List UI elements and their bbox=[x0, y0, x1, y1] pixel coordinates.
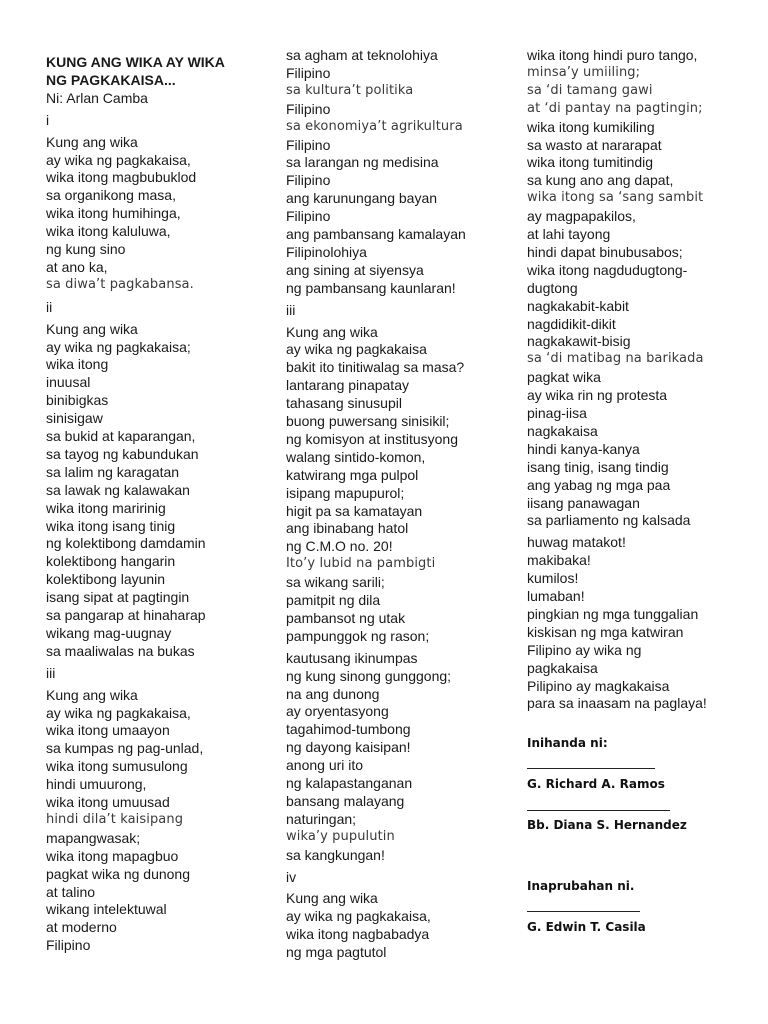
poem-line: sa kangkungan! bbox=[286, 846, 385, 863]
signer-name-2: Bb. Diana S. Hernandez bbox=[527, 818, 687, 832]
poem-line: kautusang ikinumpas bbox=[286, 649, 418, 666]
poem-line: ang karunungang bayan bbox=[286, 190, 438, 207]
poem-line: Filipino bbox=[286, 136, 331, 153]
poem-line: ay wika ng pagkakaisa, bbox=[286, 908, 431, 925]
poem-line: Ito’y lubid na pambigti bbox=[286, 556, 436, 572]
poem-line: bakit ito tinitiwalag sa masa? bbox=[286, 359, 465, 376]
poem-line: isang sipat at pagtingin bbox=[46, 589, 190, 606]
poem-line: nagkakabit-kabit bbox=[527, 297, 629, 314]
poem-line: sa tayog ng kabundukan bbox=[46, 445, 199, 462]
poem-line: ii bbox=[46, 298, 53, 315]
poem-line: wika itong nagbabadya bbox=[286, 926, 430, 943]
signature-line-1 bbox=[527, 768, 655, 769]
poem-line: walang sintido-komon, bbox=[286, 448, 426, 465]
poem-line: na ang dunong bbox=[286, 685, 380, 702]
poem-line: at ano ka, bbox=[46, 258, 108, 275]
poem-line: kumilos! bbox=[527, 570, 579, 587]
poem-line: wika’y pupulutin bbox=[286, 828, 395, 844]
poem-line: Kung ang wika bbox=[46, 686, 138, 703]
poem-line: sa parliamento ng kalsada bbox=[527, 512, 691, 529]
prepared-by-label: Inihanda ni: bbox=[527, 736, 608, 750]
poem-line: hindi umuurong, bbox=[46, 776, 147, 793]
poem-line: makibaka! bbox=[527, 552, 591, 569]
poem-line: ay wika ng pagkakaisa, bbox=[46, 151, 191, 168]
poem-line: sa ‘di matibag na barikada bbox=[527, 351, 704, 367]
poem-line: iisang panawagan bbox=[527, 494, 640, 511]
poem-line: ang pambansang kamalayan bbox=[286, 226, 466, 242]
poem-line: Kung ang wika bbox=[286, 890, 378, 907]
poem-line: wika itong sumusulong bbox=[46, 758, 188, 775]
poem-line: wika itong kumikiling bbox=[527, 118, 655, 135]
poem-line: NG PAGKAKAISA... bbox=[46, 71, 176, 88]
poem-line: sa lawak ng kalawakan bbox=[46, 481, 190, 498]
poem-line: Pilipino ay magkakaisa bbox=[527, 677, 670, 694]
poem-line: Filipino bbox=[286, 64, 331, 81]
poem-line: inuusal bbox=[46, 374, 91, 391]
poem-line: sa kung ano ang dapat, bbox=[527, 172, 674, 189]
poem-line: Filipino bbox=[286, 100, 331, 117]
poem-line: ng kung sino bbox=[46, 241, 126, 257]
poem-line: kiskisan ng mga katwiran bbox=[527, 623, 684, 640]
poem-line: ay wika ng pagkakaisa, bbox=[46, 704, 191, 721]
poem-line: Filipino bbox=[46, 937, 91, 954]
poem-line: at ‘di pantay na pagtingin; bbox=[527, 100, 703, 116]
poem-line: para sa inaasam na paglaya! bbox=[527, 695, 707, 712]
poem-line: ng C.M.O no. 20! bbox=[286, 538, 393, 555]
poem-line: binibigkas bbox=[46, 392, 109, 409]
poem-line: at lahi tayong bbox=[527, 226, 611, 242]
poem-line: huwag matakot! bbox=[527, 534, 626, 551]
poem-line: sa wikang sarili; bbox=[286, 574, 385, 591]
poem-line: at moderno bbox=[46, 919, 117, 936]
poem-line: Kung ang wika bbox=[286, 323, 378, 340]
poem-line: Filipinolohiya bbox=[286, 243, 367, 260]
poem-line: Ni: Arlan Camba bbox=[46, 89, 148, 106]
poem-line: KUNG ANG WIKA AY WIKA bbox=[46, 54, 225, 70]
poem-line: wika itong mapagbuo bbox=[46, 847, 179, 864]
poem-line: minsa’y umiiling; bbox=[527, 64, 641, 80]
poem-line: wika itong maririnig bbox=[46, 499, 166, 516]
poem-line: pambansot ng utak bbox=[286, 609, 406, 626]
poem-line: pagkat wika ng dunong bbox=[46, 865, 190, 882]
poem-line: Kung ang wika bbox=[46, 320, 138, 337]
poem-line: wika itong kaluluwa, bbox=[46, 223, 171, 240]
poem-line: katwirang mga pulpol bbox=[286, 466, 419, 483]
poem-line: tahasang sinusupil bbox=[286, 395, 402, 412]
poem-line: sa larangan ng medisina bbox=[286, 154, 439, 171]
poem-line: at talino bbox=[46, 883, 96, 900]
poem-line: wikang mag-uugnay bbox=[46, 624, 172, 641]
poem-line: wika itong bbox=[46, 356, 109, 373]
poem-line: wika itong tumitindig bbox=[527, 154, 654, 171]
poem-line: mapangwasak; bbox=[46, 829, 141, 846]
poem-line: anong uri ito bbox=[286, 757, 364, 774]
poem-line: sa lalim ng karagatan bbox=[46, 463, 180, 480]
poem-line: isang tinig, isang tindig bbox=[527, 458, 669, 475]
poem-line: ang sining at siyensya bbox=[286, 261, 424, 278]
signer-name-1: G. Richard A. Ramos bbox=[527, 777, 665, 791]
poem-line: iv bbox=[286, 868, 297, 885]
poem-line: Kung ang wika bbox=[46, 133, 138, 150]
poem-line: sinisigaw bbox=[46, 410, 103, 427]
poem-line: ay magpapakilos, bbox=[527, 208, 636, 225]
poem-line: ng kolektibong damdamin bbox=[46, 535, 206, 552]
poem-line: sa wasto at nararapat bbox=[527, 136, 662, 153]
poem-line: sa bukid at kaparangan, bbox=[46, 428, 196, 444]
poem-line: pamitpit ng dila bbox=[286, 592, 381, 608]
poem-line: ng kalapastanganan bbox=[286, 775, 413, 791]
poem-line: ng kung sinong gunggong; bbox=[286, 667, 452, 684]
poem-line: wika itong humihinga, bbox=[46, 205, 181, 222]
poem-line: wika itong hindi puro tango, bbox=[527, 47, 698, 63]
poem-line: sa ekonomiya’t agrikultura bbox=[286, 118, 463, 134]
poem-line: iii bbox=[46, 664, 56, 681]
poem-line: hindi dila’t kaisipang bbox=[46, 811, 184, 827]
poem-line: ay wika rin ng protesta bbox=[527, 387, 668, 404]
poem-line: sa maaliwalas na bukas bbox=[46, 642, 195, 659]
poem-line: dugtong bbox=[527, 279, 578, 296]
poem-line: buong puwersang sinisikil; bbox=[286, 413, 450, 429]
poem-line: nagdidikit-dikit bbox=[527, 315, 616, 332]
poem-line: wika itong nagdudugtong- bbox=[527, 261, 688, 278]
poem-line: Filipino ay wika ng bbox=[527, 641, 642, 658]
poem-line: Filipino bbox=[286, 172, 331, 189]
poem-line: sa organikong masa, bbox=[46, 187, 176, 204]
poem-line: ng mga pagtutol bbox=[286, 944, 387, 961]
poem-line: wika itong magbubuklod bbox=[46, 169, 197, 186]
poem-line: hindi kanya-kanya bbox=[527, 440, 640, 457]
poem-line: sa ‘di tamang gawi bbox=[527, 82, 653, 98]
poem-line: pinag-iisa bbox=[527, 405, 587, 421]
signature-line-2 bbox=[527, 810, 670, 811]
poem-line: isipang mapupurol; bbox=[286, 484, 405, 501]
poem-line: sa diwa’t pagkabansa. bbox=[46, 276, 194, 292]
poem-line: sa agham at teknolohiya bbox=[286, 47, 438, 63]
poem-line: kolektibong layunin bbox=[46, 571, 166, 588]
poem-line: ang yabag ng mga paa bbox=[527, 476, 671, 493]
poem-line: hindi dapat binubusabos; bbox=[527, 243, 683, 260]
poem-line: ay wika ng pagkakaisa bbox=[286, 341, 427, 358]
poem-line: bansang malayang bbox=[286, 792, 405, 809]
poem-line: sa kumpas ng pag-unlad, bbox=[46, 740, 204, 757]
poem-line: ng dayong kaisipan! bbox=[286, 739, 411, 756]
poem-line: kolektibong hangarin bbox=[46, 553, 176, 570]
poem-line: pagkat wika bbox=[527, 369, 601, 386]
poem-line: ay wika ng pagkakaisa; bbox=[46, 338, 191, 355]
poem-line: ng komisyon at institusyong bbox=[286, 430, 458, 447]
approved-by-label: Inaprubahan ni. bbox=[527, 879, 635, 893]
poem-line: wika itong sa ‘sang sambit bbox=[527, 190, 704, 206]
poem-line: wikang intelektuwal bbox=[46, 901, 167, 918]
signature-line-3 bbox=[527, 911, 640, 912]
poem-line: iii bbox=[286, 301, 296, 318]
poem-line: wika itong umuusad bbox=[46, 794, 170, 810]
poem-line: sa kultura’t politika bbox=[286, 82, 414, 98]
poem-line: Filipino bbox=[286, 208, 331, 225]
poem-line: sa pangarap at hinaharap bbox=[46, 607, 206, 623]
poem-line: higit pa sa kamatayan bbox=[286, 502, 423, 519]
poem-line: pampunggok ng rason; bbox=[286, 627, 430, 644]
poem-line: wika itong isang tinig bbox=[46, 517, 176, 534]
poem-line: pingkian ng mga tunggalian bbox=[527, 605, 699, 622]
poem-line: nagkakaisa bbox=[527, 422, 598, 439]
poem-line: ng pambansang kaunlaran! bbox=[286, 279, 456, 296]
poem-line: ay oryentasyong bbox=[286, 703, 389, 720]
poem-line: naturingan; bbox=[286, 810, 357, 827]
poem-line: ang ibinabang hatol bbox=[286, 520, 409, 537]
signer-name-3: G. Edwin T. Casila bbox=[527, 920, 646, 934]
poem-line: lantarang pinapatay bbox=[286, 377, 409, 394]
poem-line: pagkakaisa bbox=[527, 659, 598, 676]
poem-line: i bbox=[46, 111, 50, 128]
poem-line: wika itong umaayon bbox=[46, 722, 170, 739]
poem-line: nagkakawit-bisig bbox=[527, 333, 631, 350]
poem-line: lumaban! bbox=[527, 588, 585, 604]
poem-line: tagahimod-tumbong bbox=[286, 721, 411, 738]
